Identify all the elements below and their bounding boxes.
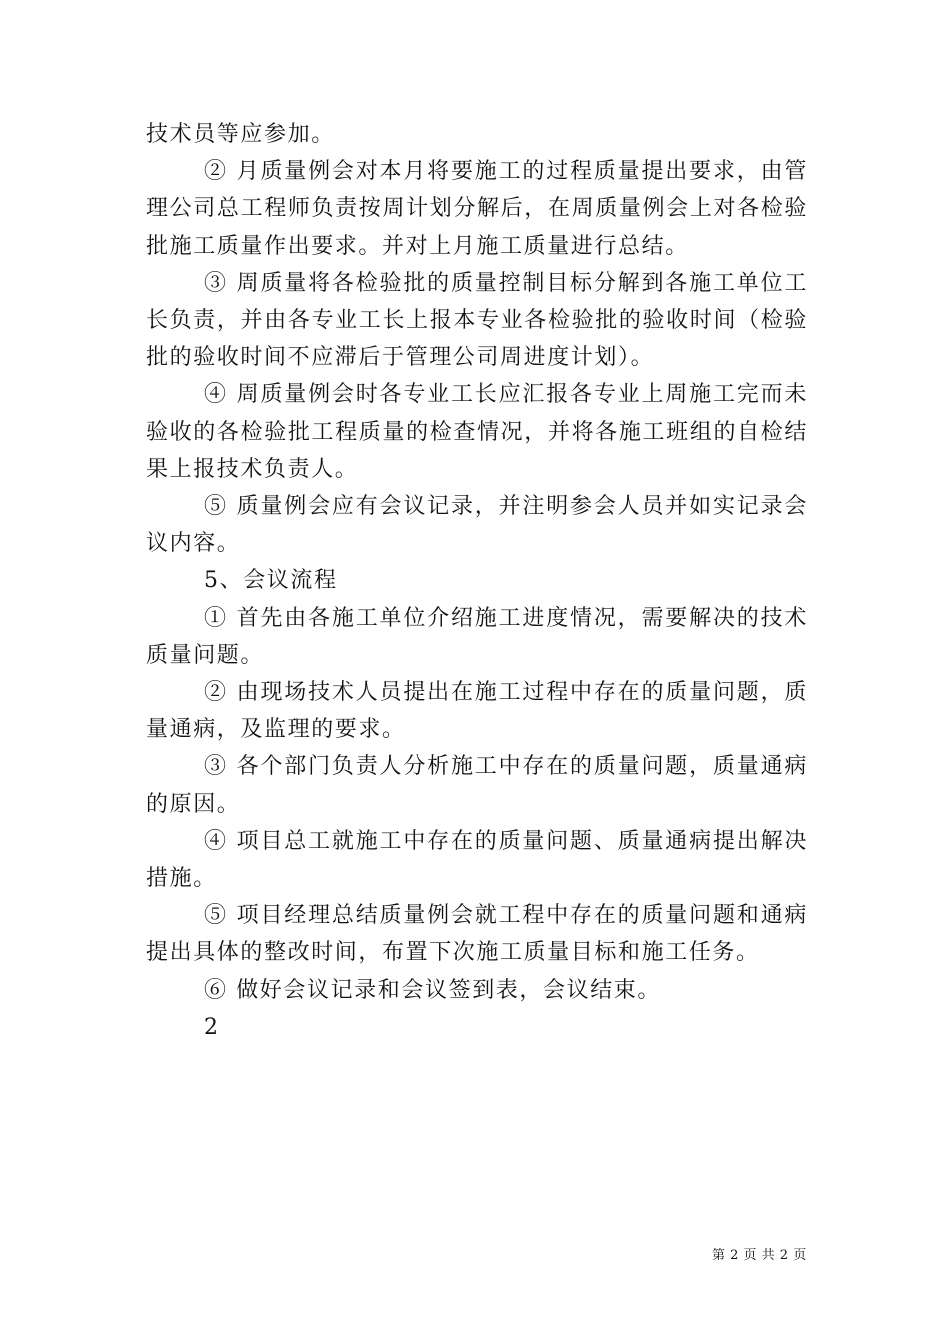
document-body bbox=[146, 116, 808, 1046]
process-step-4: ④ 项目总工就施工中存在的质量问题、质量通病提出解决措施。 bbox=[146, 828, 808, 892]
process-step-6: ⑥ 做好会议记录和会议签到表，会议结束。 bbox=[204, 977, 661, 1003]
process-step-1: ① 首先由各施工单位介绍施工进度情况，需要解决的技术质量问题。 bbox=[146, 605, 808, 668]
paragraph-item-3-weekly-quality: ③ 周质量将各检验批的质量控制目标分解到各施工单位工长负责，并由各专业工长上报本专业各检验批的验收时间（检验批的验收时间不应滞后于管理公司周进度计划）。 bbox=[146, 270, 808, 371]
process-step-2: ② 由现场技术人员提出在施工过程中存在的质量问题，质量通病，及监理的要求。 bbox=[146, 680, 808, 743]
paragraph-item-2-monthly-meeting: ② 月质量例会对本月将要施工的过程质量提出要求，由管理公司总工程师负责按周计划分解后，在周质量例会上对各检验批施工质量作出要求。并对上月施工质量进行总结。 bbox=[146, 159, 808, 259]
paragraph-continuation: 技术员等应参加。 bbox=[146, 122, 335, 147]
inline-page-number: 2 bbox=[204, 1014, 220, 1040]
process-step-5: ⑤ 项目经理总结质量例会就工程中存在的质量问题和通病提出具体的整改时间，布置下次施工质量目标和施工任务。 bbox=[146, 903, 808, 966]
paragraph-item-4-weekly-report: ④ 周质量例会时各专业工长应汇报各专业上周施工完而未验收的各检验批工程质量的检查情况，并将各施工班组的自检结果上报技术负责人。 bbox=[146, 382, 808, 482]
page-footer: 第 2 页 共 2 页 bbox=[712, 1248, 807, 1263]
section-heading-meeting-process: 5、会议流程 bbox=[204, 568, 338, 594]
paragraph-item-5-meeting-record: ⑤ 质量例会应有会议记录，并注明参会人员并如实记录会议内容。 bbox=[146, 494, 808, 557]
process-step-3: ③ 各个部门负责人分析施工中存在的质量问题，质量通病的原因。 bbox=[146, 754, 808, 817]
